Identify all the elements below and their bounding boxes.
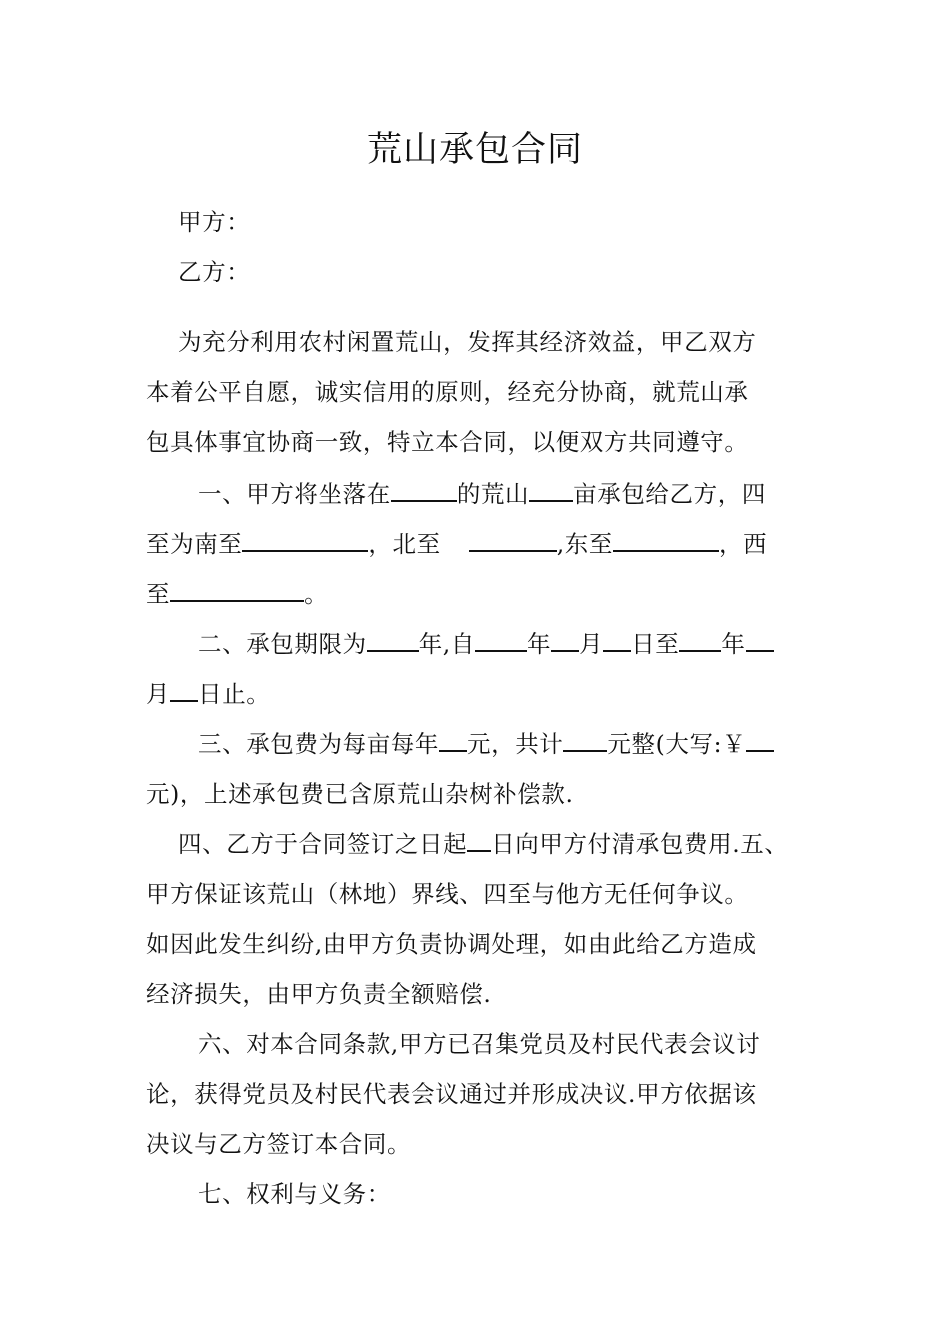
clause-text: 元整(大写:￥ (607, 730, 747, 758)
clause-text: 。 (304, 580, 329, 608)
clause-6-line-1: 六、对本合同条款,甲方已召集党员及村民代表会议讨 (198, 1030, 761, 1058)
payment-days-blank (467, 828, 491, 852)
preamble-line-2: 本着公平自愿，诚实信用的原则，经充分协商，就荒山承 (146, 378, 749, 406)
south-boundary-blank (242, 528, 368, 552)
clause-text: ，北至 (368, 530, 441, 558)
clause-text: 日至 (631, 630, 680, 658)
north-boundary-blank (469, 528, 557, 552)
clause-text: 一、甲方将坐落在 (198, 480, 391, 508)
clause-3-line-1 (198, 727, 774, 761)
clause-text: ,东至 (556, 530, 613, 558)
fee-uppercase-blank (746, 728, 774, 752)
fee-per-mu-blank (439, 728, 467, 752)
clause-1-line-1 (198, 477, 766, 511)
party-a-label: 甲方： (178, 208, 251, 236)
start-month-blank (551, 628, 579, 652)
start-year-blank (475, 628, 527, 652)
document-title: 荒山承包合同 (366, 130, 583, 170)
years-blank (367, 628, 419, 652)
clause-text: 日向甲方付清承包费用.五、 (491, 830, 789, 858)
start-day-blank (603, 628, 631, 652)
clause-text: 日止。 (198, 680, 271, 708)
clause-text: 月 (579, 630, 604, 658)
clause-text: 月 (146, 680, 171, 708)
clause-text: 年,自 (418, 630, 475, 658)
clause-text: 三、承包费为每亩每年 (198, 730, 439, 758)
clause-text: 二、承包期限为 (198, 630, 367, 658)
clause-5-line-3: 经济损失，由甲方负责全额赔偿. (146, 980, 492, 1008)
end-day-blank (170, 678, 198, 702)
clause-4-line-1 (178, 827, 788, 861)
clause-text: 至 (146, 580, 171, 608)
clause-text: 元，共计 (467, 730, 564, 758)
clause-text: ，西 (719, 530, 768, 558)
clause-text: 至为南至 (146, 530, 243, 558)
total-fee-blank (563, 728, 607, 752)
preamble-line-1: 为充分利用农村闲置荒山，发挥其经济效益，甲乙双方 (178, 328, 757, 356)
clause-1-line-3 (146, 577, 328, 611)
clause-text: 亩承包给乙方，四 (573, 480, 766, 508)
end-year-blank (679, 628, 721, 652)
clause-5-line-1: 甲方保证该荒山（林地）界线、四至与他方无任何争议。 (146, 880, 749, 908)
clause-text: 四、乙方于合同签订之日起 (178, 830, 468, 858)
end-month-blank (746, 628, 774, 652)
clause-5-line-2: 如因此发生纠纷,由甲方负责协调处理，如由此给乙方造成 (146, 930, 757, 958)
area-blank (529, 478, 573, 502)
east-boundary-blank (613, 528, 719, 552)
clause-1-line-2 (146, 527, 767, 561)
clause-2-line-1 (198, 627, 774, 661)
preamble-line-3: 包具体事宜协商一致，特立本合同，以便双方共同遵守。 (146, 428, 749, 456)
clause-text: 年 (721, 630, 746, 658)
clause-text: 年 (526, 630, 552, 658)
clause-7-heading: 七、权利与义务： (198, 1180, 391, 1208)
clause-3-line-2: 元)，上述承包费已含原荒山杂树补偿款. (146, 780, 574, 808)
clause-6-line-2: 论，获得党员及村民代表会议通过并形成决议.甲方依据该 (146, 1080, 757, 1108)
location-blank (391, 478, 457, 502)
clause-2-line-2 (146, 677, 270, 711)
clause-text: 的荒山 (456, 480, 530, 508)
party-b-label: 乙方： (178, 258, 251, 286)
west-boundary-blank (170, 578, 304, 602)
clause-6-line-3: 决议与乙方签订本合同。 (146, 1130, 412, 1158)
